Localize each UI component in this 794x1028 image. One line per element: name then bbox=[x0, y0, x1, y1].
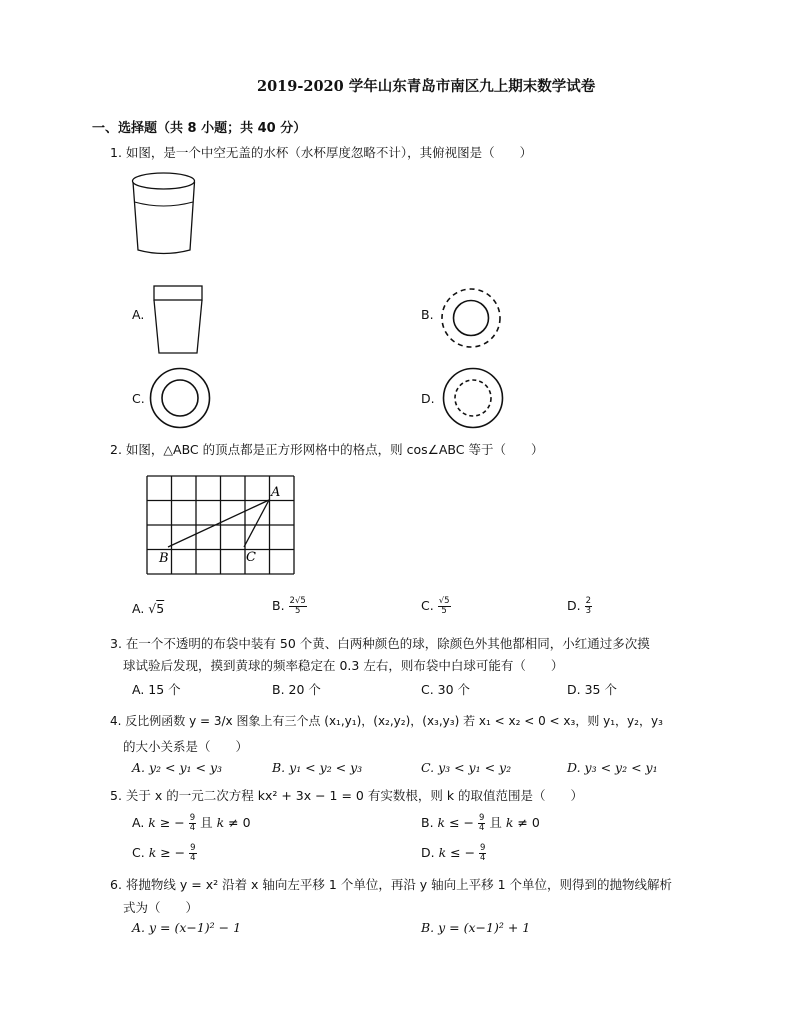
q2-option-a: A. √5 bbox=[132, 601, 165, 616]
q2-option-b: B. $\frac{2√5}{5}$ bbox=[272, 596, 306, 616]
q1-option-a-label: A. bbox=[132, 307, 145, 322]
q3-option-a: A. 15 个 bbox=[132, 682, 181, 697]
section-heading: 一、选择题（共 8 小题；共 40 分） bbox=[92, 121, 307, 136]
q4-line2: 的大小关系是（ ） bbox=[123, 739, 249, 754]
q5-option-a: A. k ≥ − $\frac{9}{4}$ 且 k ≠ 0 bbox=[132, 813, 251, 833]
grid-label-b: B bbox=[159, 551, 169, 566]
q6-line1: 6. 将抛物线 y = x² 沿着 x 轴向左平移 1 个单位，再沿 y 轴向上平移 1 个单位，则得到的抛物线解析 bbox=[110, 877, 673, 892]
q3-option-d: D. 35 个 bbox=[567, 682, 617, 697]
q6-option-a: A. y = (x−1)² − 1 bbox=[132, 920, 242, 935]
q1-option-b-label: B. bbox=[421, 307, 434, 322]
q1-option-d-label: D. bbox=[421, 391, 435, 406]
q4-option-c: C. y₃ < y₁ < y₂ bbox=[421, 760, 512, 775]
q3-line2: 球试验后发现，摸到黄球的频率稳定在 0.3 左右，则布袋中白球可能有（ ） bbox=[123, 658, 564, 673]
q3-option-b: B. 20 个 bbox=[272, 682, 321, 697]
q4-option-d: D. y₃ < y₂ < y₁ bbox=[567, 760, 658, 775]
grid-label-c: C bbox=[246, 550, 256, 565]
q5-stem: 5. 关于 x 的一元二次方程 kx² + 3x − 1 = 0 有实数根，则 k 的取值范围是（ ） bbox=[110, 788, 584, 803]
q2-grid-figure bbox=[145, 476, 295, 576]
q4-option-a: A. y₂ < y₁ < y₃ bbox=[132, 760, 223, 775]
q4-line1: 4. 反比例函数 y = 3/x 图象上有三个点 (x₁,y₁)，(x₂,y₂)，(x₃,y₃) 若 x₁ < x₂ < 0 < x₃，则 y₁，y₂，y₃ bbox=[110, 714, 663, 728]
q2-stem: 2. 如图，△ABC 的顶点都是正方形网格中的格点，则 cos∠ABC 等于（ ） bbox=[110, 442, 544, 457]
q1-option-d-figure bbox=[441, 366, 505, 430]
q1-option-c-label: C. bbox=[132, 391, 145, 406]
q3-line1: 3. 在一个不透明的布袋中装有 50 个黄、白两种颜色的球，除颜色外其他都相同，小红通过多次摸 bbox=[110, 636, 650, 651]
cup-figure bbox=[130, 170, 202, 256]
q3-option-c: C. 30 个 bbox=[421, 682, 471, 697]
page-title: 2019-2020 学年山东青岛市南区九上期末数学试卷 bbox=[257, 78, 596, 95]
q1-stem: 1. 如图，是一个中空无盖的水杯（水杯厚度忽略不计），其俯视图是（ ） bbox=[110, 145, 533, 160]
q6-line2: 式为（ ） bbox=[123, 900, 199, 915]
q1-option-b-figure bbox=[440, 287, 502, 349]
q2-option-d: D. $\frac{2}{3}$ bbox=[567, 596, 591, 616]
q5-option-b: B. k ≤ − $\frac{9}{4}$ 且 k ≠ 0 bbox=[421, 813, 540, 833]
q1-option-a-figure bbox=[152, 285, 204, 355]
grid-label-a: A bbox=[271, 485, 281, 500]
q1-option-c-figure bbox=[148, 366, 212, 430]
q2-option-c: C. $\frac{√5}{5}$ bbox=[421, 596, 450, 616]
q4-option-b: B. y₁ < y₂ < y₃ bbox=[272, 760, 363, 775]
q5-option-d: D. k ≤ − $\frac{9}{4}$ bbox=[421, 843, 486, 863]
q6-option-b: B. y = (x−1)² + 1 bbox=[421, 920, 531, 935]
q5-option-c: C. k ≥ − $\frac{9}{4}$ bbox=[132, 843, 196, 863]
